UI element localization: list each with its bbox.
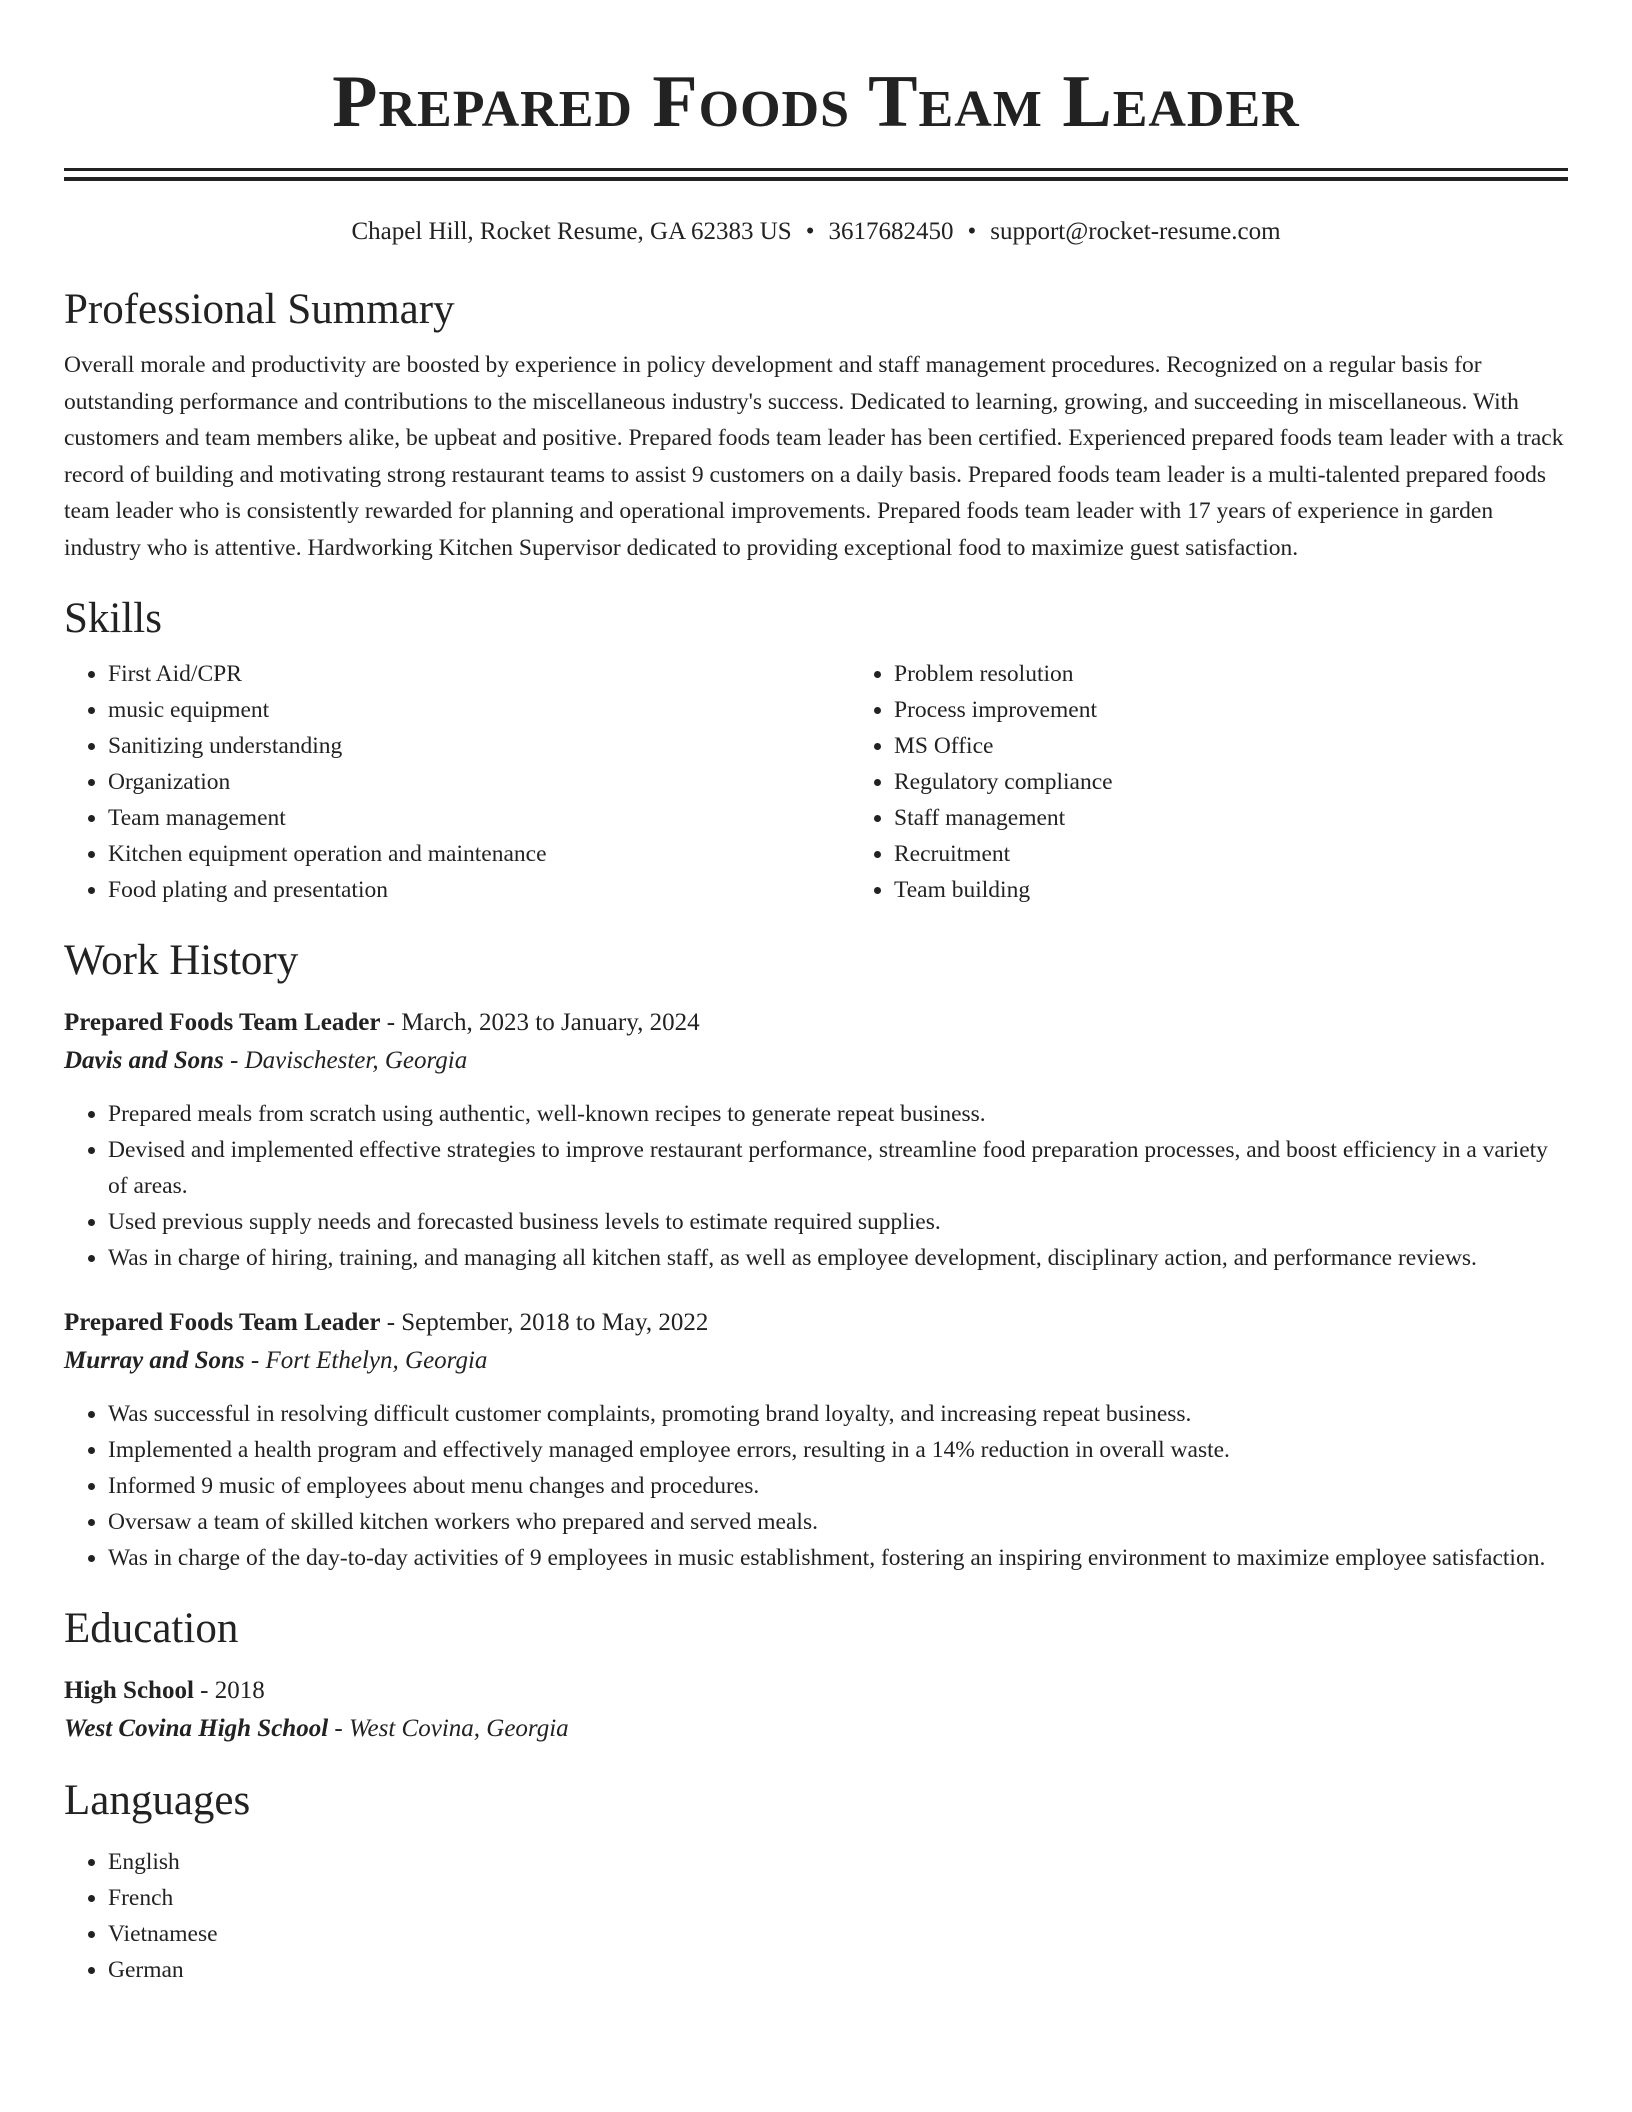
- job-bullets: [64, 1096, 1568, 1276]
- skill-item: • Food plating and presentation: [108, 872, 850, 908]
- header-rule-bottom: [64, 177, 1568, 181]
- summary-section: [64, 285, 1568, 566]
- job-bullet: • Prepared meals from scratch using authentic, well-known recipes to generate repeat business.: [108, 1096, 1568, 1132]
- work-history-section: [64, 936, 1568, 1576]
- job-title: Prepared Foods Team Leader: [64, 1009, 381, 1036]
- skill-item: • Staff management: [894, 800, 1632, 836]
- company-location: - Fort Ethelyn, Georgia: [244, 1347, 488, 1374]
- job-bullet: • Devised and implemented effective strategies to improve restaurant performance, streamline food preparation processes, and boost efficiency in a variety of areas.: [108, 1132, 1568, 1204]
- company-line: [64, 1042, 1568, 1080]
- skill-item: • music equipment: [108, 692, 850, 728]
- job-bullets: [64, 1396, 1568, 1576]
- language-item: • English: [108, 1844, 1568, 1880]
- skill-item: • Problem resolution: [894, 656, 1632, 692]
- skills-heading: Skills: [64, 595, 162, 642]
- company-name: Murray and Sons: [64, 1347, 245, 1374]
- languages-heading: Languages: [64, 1777, 251, 1824]
- school-name: West Covina High School: [64, 1715, 329, 1742]
- work-history-heading: Work History: [64, 937, 299, 984]
- education-entry: [64, 1672, 1568, 1748]
- education-heading: Education: [64, 1605, 239, 1652]
- skills-section: [64, 594, 1568, 908]
- school-line: [64, 1710, 1568, 1748]
- contact-separator: •: [805, 218, 815, 245]
- skill-item: • Team management: [108, 800, 850, 836]
- languages-section: [64, 1776, 1568, 1988]
- skill-item: • MS Office: [894, 728, 1632, 764]
- language-item: • French: [108, 1880, 1568, 1916]
- degree: High School: [64, 1677, 194, 1704]
- job-title-line: [64, 1304, 1568, 1342]
- education-section: [64, 1604, 1568, 1748]
- job-title: Prepared Foods Team Leader: [64, 1309, 381, 1336]
- contact-email: support@rocket-resume.com: [990, 218, 1281, 245]
- skill-item: • Process improvement: [894, 692, 1632, 728]
- job-bullet: • Used previous supply needs and forecasted business levels to estimate required supplies.: [108, 1204, 1568, 1240]
- contact-address: Chapel Hill, Rocket Resume, GA 62383 US: [351, 218, 792, 245]
- company-location: - Davischester, Georgia: [223, 1047, 468, 1074]
- job-entry: [64, 1004, 1568, 1276]
- summary-heading: Professional Summary: [64, 286, 455, 333]
- skills-grid: [64, 656, 1568, 908]
- degree-line: [64, 1672, 1568, 1710]
- job-entry: [64, 1304, 1568, 1576]
- skills-list-right: [850, 656, 1632, 908]
- skill-item: • First Aid/CPR: [108, 656, 850, 692]
- summary-text: Overall morale and productivity are boosted by experience in policy development and staff management procedures. Recognized on a regular basis for outstanding performance and contributions to the miscellaneous industry's success. Dedicated to learning, growing, and succeeding in miscellaneous. With customers and team members alike, be upbeat and positive. Prepared foods team leader has been certified. Experienced prepared foods team leader with a track record of building and motivating strong restaurant teams to assist 9 customers on a daily basis. Prepared foods team leader is a multi-talented prepared foods team leader who is consistently rewarded for planning and operational improvements. Prepared foods team leader with 17 years of experience in garden industry who is attentive. Hardworking Kitchen Supervisor dedicated to providing exceptional food to maximize guest satisfaction.: [64, 352, 1564, 561]
- skill-item: • Recruitment: [894, 836, 1632, 872]
- job-bullet: • Was in charge of the day-to-day activities of 9 employees in music establishment, fostering an inspiring environment to maximize employee satisfaction.: [108, 1540, 1568, 1576]
- job-bullet: • Was successful in resolving difficult customer complaints, promoting brand loyalty, and increasing repeat business.: [108, 1396, 1568, 1432]
- language-item: • German: [108, 1952, 1568, 1988]
- header-rule-top: [64, 168, 1568, 171]
- contact-phone: 3617682450: [828, 218, 954, 245]
- skills-list-left: [64, 656, 850, 908]
- language-item: • Vietnamese: [108, 1916, 1568, 1952]
- school-location: - West Covina, Georgia: [328, 1715, 569, 1742]
- job-title-line: [64, 1004, 1568, 1042]
- skill-item: • Organization: [108, 764, 850, 800]
- company-line: [64, 1342, 1568, 1380]
- job-dates: - September, 2018 to May, 2022: [380, 1309, 709, 1336]
- job-dates: - March, 2023 to January, 2024: [380, 1009, 700, 1036]
- graduation-year: - 2018: [193, 1677, 265, 1704]
- job-bullet: • Oversaw a team of skilled kitchen workers who prepared and served meals.: [108, 1504, 1568, 1540]
- job-bullet: • Informed 9 music of employees about menu changes and procedures.: [108, 1468, 1568, 1504]
- skill-item: • Sanitizing understanding: [108, 728, 850, 764]
- contact-separator: •: [967, 218, 977, 245]
- company-name: Davis and Sons: [64, 1047, 224, 1074]
- skill-item: • Team building: [894, 872, 1632, 908]
- resume-name: Prepared Foods Team Leader: [332, 61, 1300, 143]
- contact-line: [64, 217, 1568, 247]
- job-bullet: • Was in charge of hiring, training, and managing all kitchen staff, as well as employee development, disciplinary action, and performance reviews.: [108, 1240, 1568, 1276]
- skill-item: • Kitchen equipment operation and maintenance: [108, 836, 850, 872]
- job-bullet: • Implemented a health program and effectively managed employee errors, resulting in a 14% reduction in overall waste.: [108, 1432, 1568, 1468]
- skill-item: • Regulatory compliance: [894, 764, 1632, 800]
- languages-list: [64, 1844, 1568, 1988]
